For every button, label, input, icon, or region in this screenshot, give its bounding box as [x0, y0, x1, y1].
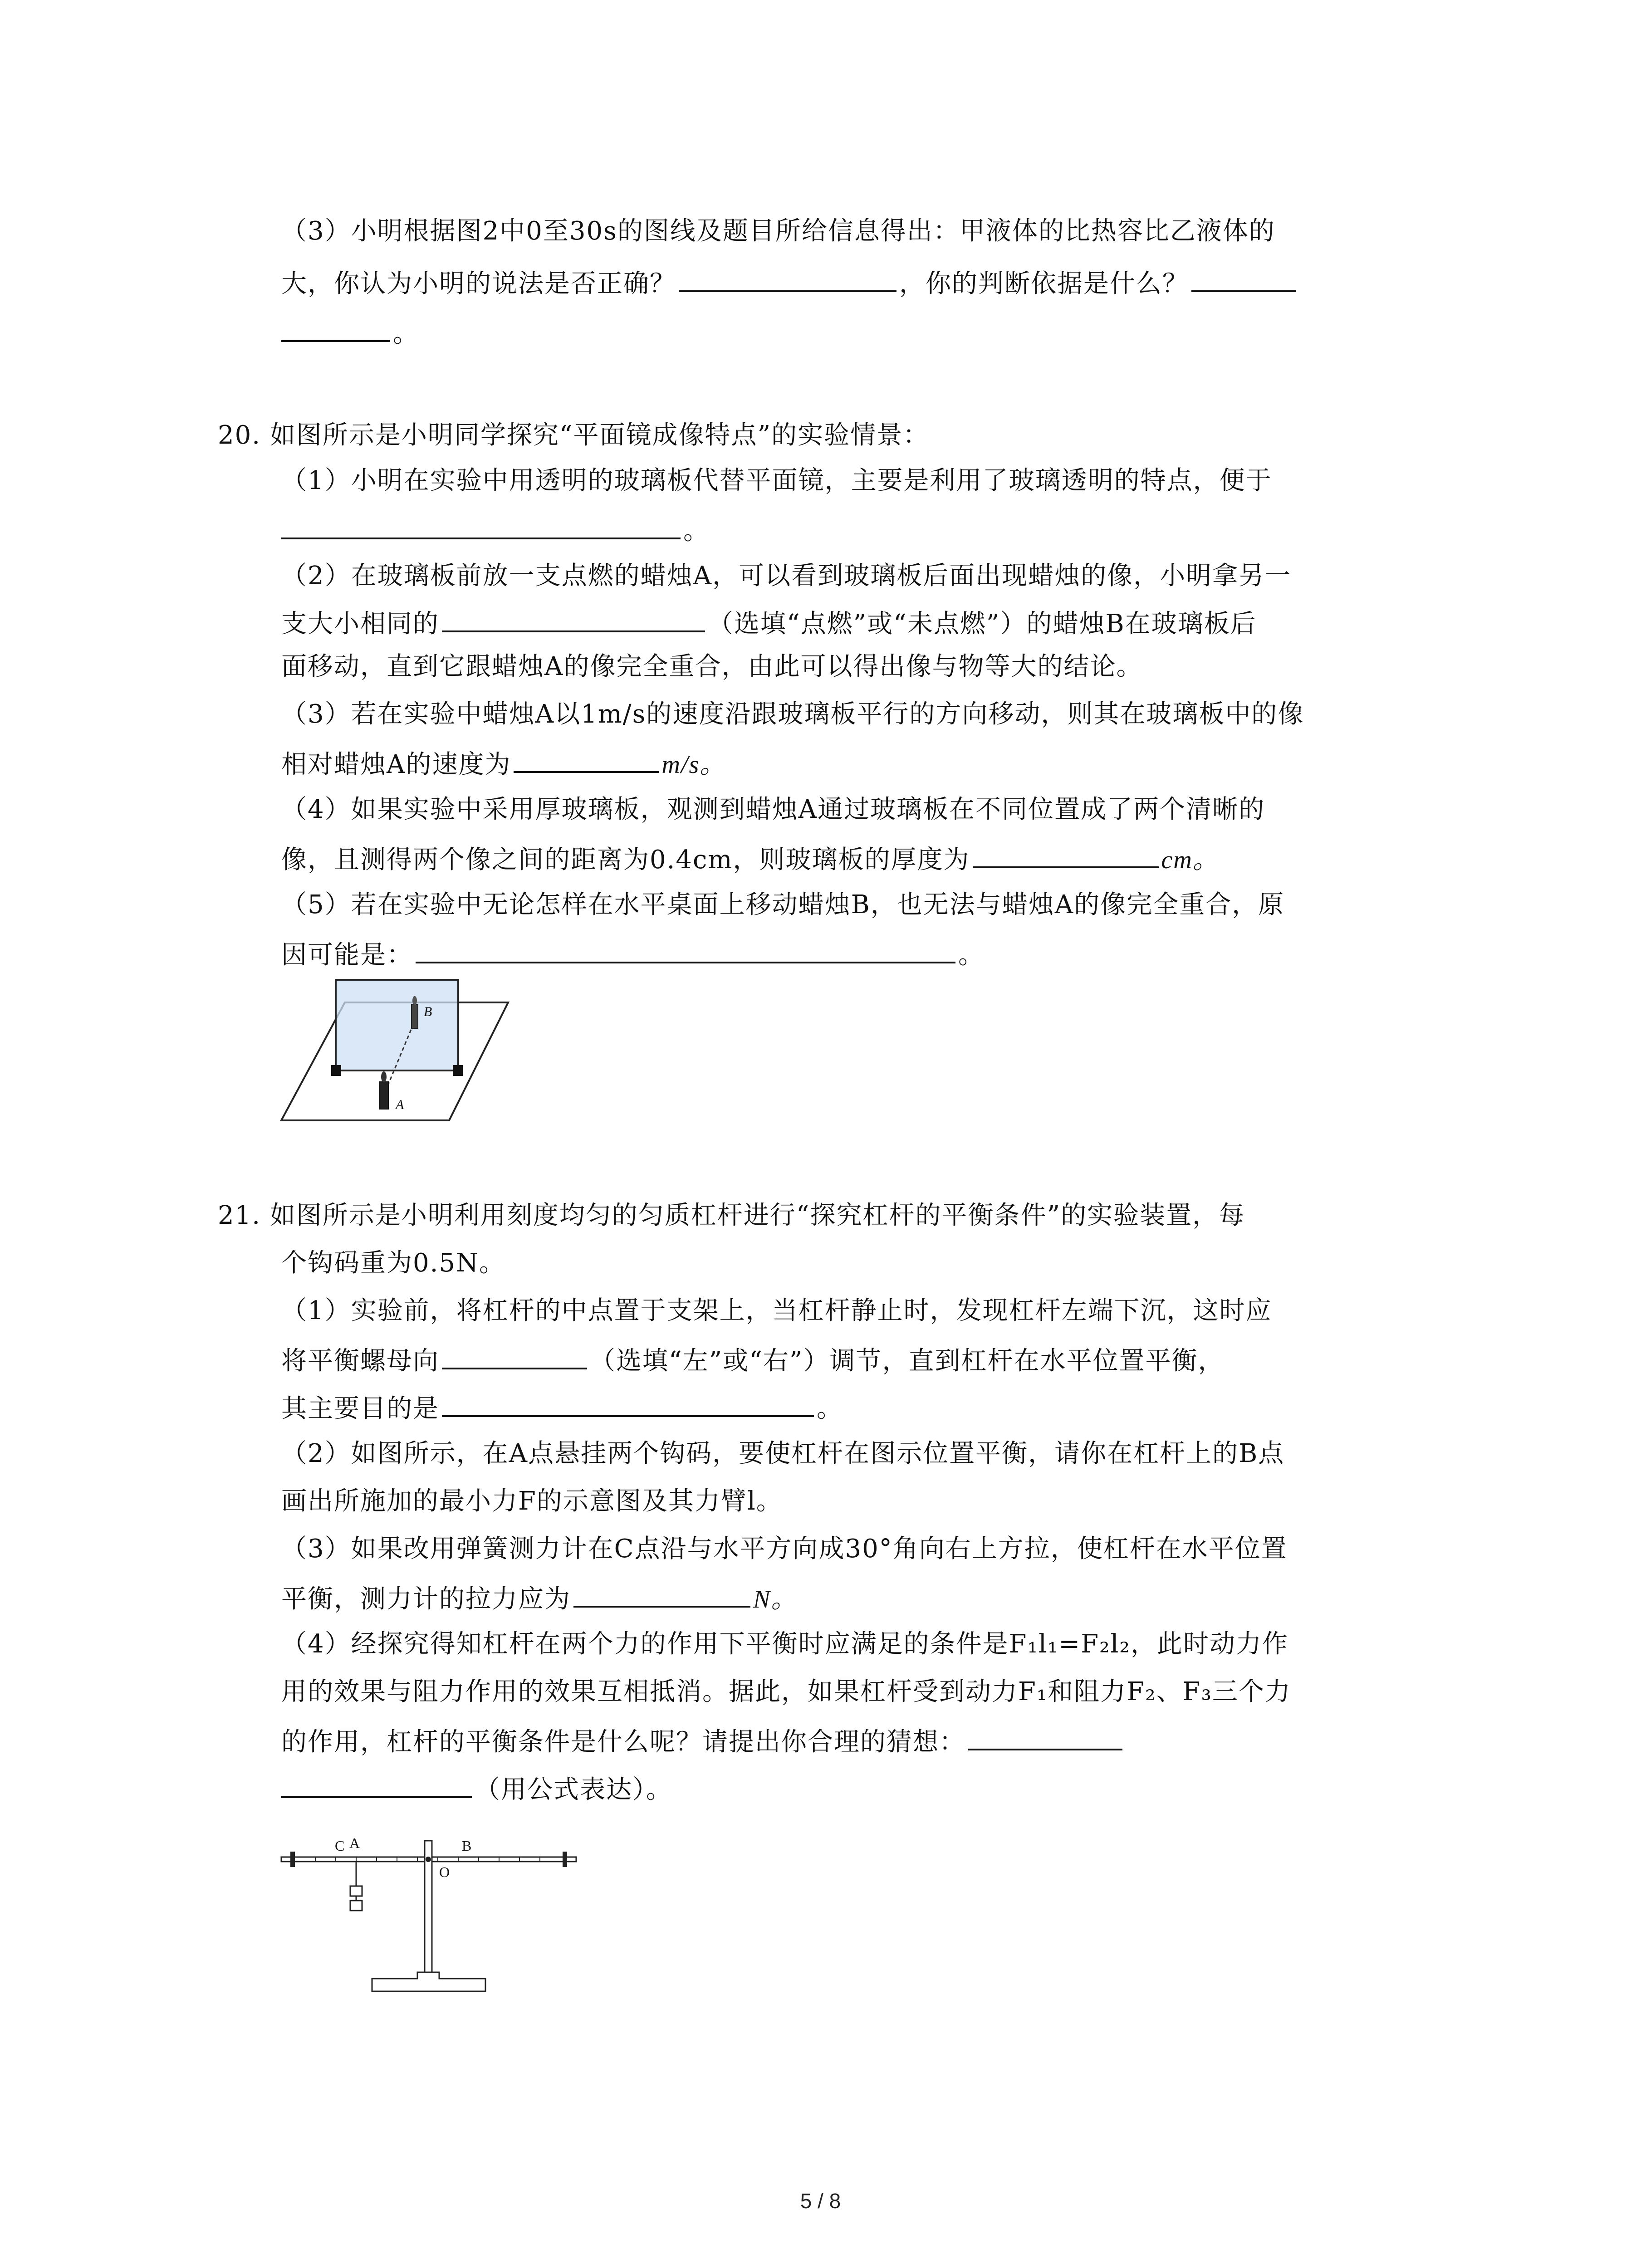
q20-part2-text-a: 支大小相同的 [281, 609, 439, 639]
glass-plate [336, 980, 458, 1070]
q20-part3-line2 [281, 744, 726, 780]
stand-base [372, 1972, 485, 1991]
q21-part3-text: 平衡，测力计的拉力应为 [281, 1584, 571, 1614]
balance-nut-left [290, 1852, 295, 1867]
lever-figure [272, 1819, 599, 2000]
label-c: C [335, 1838, 345, 1854]
label-b: B [462, 1838, 472, 1854]
q20-part1-blank[interactable] [281, 510, 681, 539]
q21-part4-line3 [281, 1721, 1125, 1758]
q20-part2-text-b: （选填“点燃”或“未点燃”）的蜡烛B在玻璃板后 [708, 609, 1257, 639]
glass-support-left [331, 1065, 341, 1076]
q20-part4-unit: cm。 [1161, 846, 1219, 874]
q19-answer-blank-2-cont[interactable] [281, 313, 390, 342]
label-a: A [349, 1835, 360, 1851]
q21-part4-text-end: （用公式表达）。 [475, 1775, 672, 1804]
plane-mirror-figure [272, 971, 526, 1134]
q21-part1-text-c: 其主要目的是 [281, 1394, 439, 1423]
hook-weights [350, 1862, 362, 1911]
q21-part4-blank-1[interactable] [968, 1721, 1122, 1750]
q21-part1-line2 [281, 1340, 1225, 1377]
q20-part3-line1: （3）若在实验中蜡烛A以1m/s的速度沿跟玻璃板平行的方向移动，则其在玻璃板中的像 [281, 699, 1304, 729]
q20-part3-text: 相对蜡烛A的速度为 [281, 750, 511, 779]
q20-part5-line2 [281, 934, 985, 971]
q20-part1-line1: （1）小明在实验中用透明的玻璃板代替平面镜，主要是利用了玻璃透明的特点，便于 [281, 466, 1272, 495]
q20-part5-text: 因可能是： [281, 940, 413, 970]
q20-part4-text: 像，且测得两个像之间的距离为0.4cm，则玻璃板的厚度为 [281, 845, 970, 875]
q19-part3-line1: （3）小明根据图2中0至30s的图线及题目所给信息得出：甲液体的比热容比乙液体的 [281, 216, 1275, 246]
q21-part4-blank-2[interactable] [281, 1769, 472, 1798]
q20-part2-blank[interactable] [442, 603, 705, 632]
q19-answer-blank-1[interactable] [679, 263, 896, 292]
q20-part5-blank[interactable] [416, 934, 955, 963]
q21-part4-line1: （4）经探究得知杠杆在两个力的作用下平衡时应满足的条件是F₁l₁=F₂l₂，此时动力作 [281, 1629, 1288, 1659]
q20-part2-line2 [281, 603, 1257, 640]
q20-part2-line3: 面移动，直到它跟蜡烛A的像完全重合，由此可以得出像与物等大的结论。 [281, 652, 1143, 681]
q19-part3-line2 [281, 263, 1298, 299]
q20-part3-unit: m/s。 [661, 751, 726, 779]
pivot-o [426, 1857, 431, 1862]
q21-part1-line1: （1）实验前，将杠杆的中点置于支架上，当杠杆静止时，发现杠杆左端下沉，这时应 [281, 1296, 1272, 1325]
q21-part1-text-b: （选填“左”或“右”）调节，直到杠杆在水平位置平衡， [590, 1346, 1225, 1376]
q20-period-5: 。 [958, 940, 985, 970]
q21-part3-line2 [281, 1579, 797, 1615]
q21-part2-line1: （2）如图所示，在A点悬挂两个钩码，要使杠杆在图示位置平衡，请你在杠杆上的B点 [281, 1439, 1285, 1468]
q21-part3-unit: N。 [753, 1585, 798, 1613]
label-a: A [396, 1097, 404, 1112]
glass-support-right [453, 1065, 463, 1076]
candle-b [411, 996, 418, 1028]
q21-part4-text: 的作用，杠杆的平衡条件是什么呢？请提出你合理的猜想： [281, 1727, 965, 1757]
candle-a [379, 1071, 388, 1109]
q21-part2-line2: 画出所施加的最小力F的示意图及其力臂l。 [281, 1486, 783, 1516]
q19-question-text: 大，你认为小明的说法是否正确？ [281, 269, 676, 298]
q20-part4-line2 [281, 839, 1219, 875]
q21-part1-blank-1[interactable] [442, 1340, 587, 1369]
q21-part1-text-a: 将平衡螺母向 [281, 1346, 439, 1376]
q20-stem: 20. 如图所示是小明同学探究“平面镜成像特点”的实验情景： [218, 420, 930, 450]
q20-part4-blank[interactable] [973, 839, 1159, 868]
q20-part5-line1: （5）若在实验中无论怎样在水平桌面上移动蜡烛B，也无法与蜡烛A的像完全重合，原 [281, 890, 1285, 919]
q19-answer-blank-2[interactable] [1191, 263, 1296, 292]
balance-nut-right [563, 1852, 567, 1867]
q20-part3-blank[interactable] [514, 744, 659, 773]
q19-question-text-2: ，你的判断依据是什么？ [899, 269, 1189, 298]
page-number: 5 / 8 [800, 2189, 841, 2213]
q21-part1-line3 [281, 1388, 843, 1424]
q19-period: 。 [393, 319, 419, 348]
q21-part4-line2: 用的效果与阻力作用的效果互相抵消。据此，如果杠杆受到动力F₁和阻力F₂、F₃三个力 [281, 1677, 1291, 1706]
q21-part3-line1: （3）如果改用弹簧测力计在C点沿与水平方向成30°角向右上方拉，使杠杆在水平位置 [281, 1534, 1288, 1564]
label-o: O [439, 1864, 450, 1880]
q20-period-1: 。 [683, 516, 710, 546]
q20-part1-line2 [281, 510, 710, 547]
q21-part4-line4 [281, 1769, 672, 1805]
q21-part3-blank[interactable] [573, 1579, 750, 1608]
q19-part3-line3 [281, 313, 419, 349]
label-b: B [424, 1004, 432, 1019]
q21-stem-line1: 21. 如图所示是小明利用刻度均匀的匀质杠杆进行“探究杠杆的平衡条件”的实验装置，每 [218, 1201, 1245, 1230]
q21-part1-blank-2[interactable] [442, 1388, 814, 1417]
q20-part2-line1: （2）在玻璃板前放一支点燃的蜡烛A，可以看到玻璃板后面出现蜡烛的像，小明拿另一 [281, 561, 1292, 591]
q20-part4-line1: （4）如果实验中采用厚玻璃板，观测到蜡烛A通过玻璃板在不同位置成了两个清晰的 [281, 795, 1265, 824]
q21-stem-line2: 个钩码重为0.5N。 [281, 1248, 506, 1278]
q21-period-1: 。 [817, 1394, 843, 1423]
